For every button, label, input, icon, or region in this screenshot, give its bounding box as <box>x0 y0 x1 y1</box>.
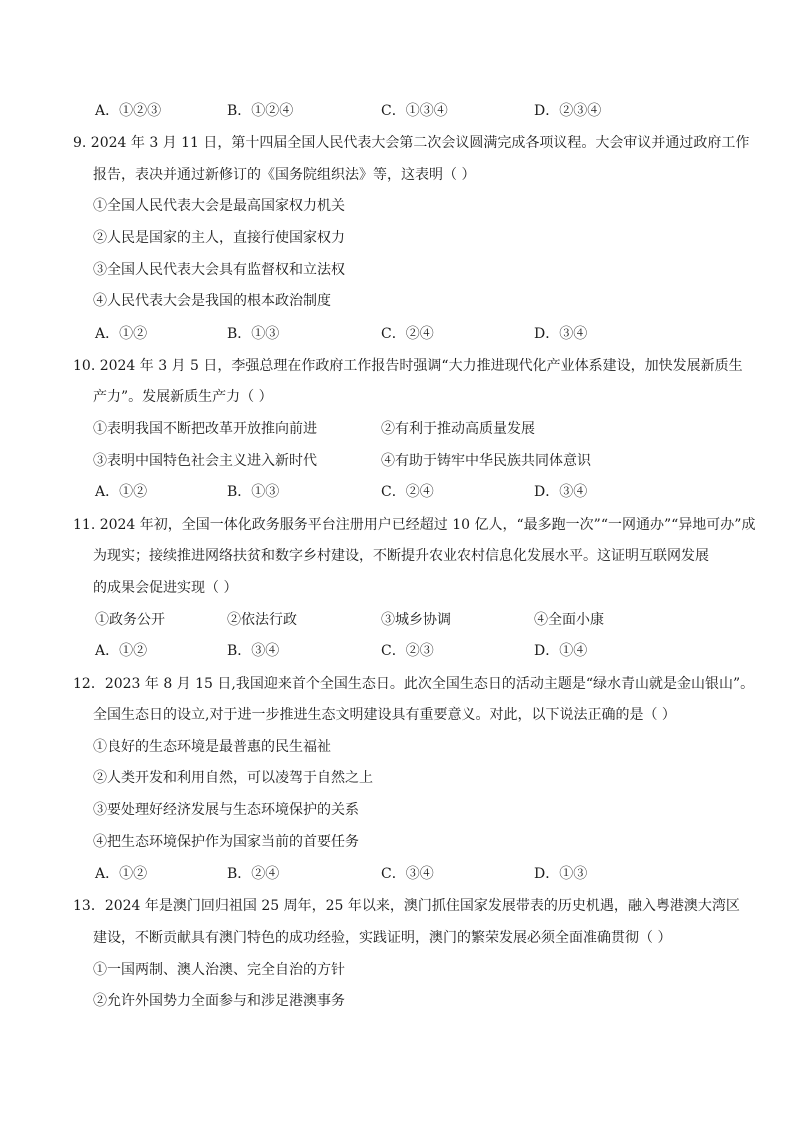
choice-c: C．②④ <box>381 326 434 342</box>
choice-d: D．①③ <box>534 866 588 882</box>
q10-option-2: ②有利于推动高质量发展 <box>381 421 535 437</box>
choice-b: B．③④ <box>227 643 280 659</box>
choice-c: C．②③ <box>381 643 434 659</box>
choice-a: A．①② <box>95 484 148 500</box>
q10-option-1: ①表明我国不断把改革开放推向前进 <box>93 421 317 437</box>
q11-option-2: ②依法行政 <box>227 612 297 628</box>
choice-b: B．①②④ <box>227 103 294 119</box>
choice-a: A．①② <box>95 326 148 342</box>
choice-d: D．③④ <box>534 326 588 342</box>
choice-a: A．①② <box>95 643 148 659</box>
choice-d: D．③④ <box>534 484 588 500</box>
q11-option-4: ④全面小康 <box>534 612 604 628</box>
choice-c: C．①③④ <box>381 103 448 119</box>
q11-option-3: ③城乡协调 <box>381 612 451 628</box>
choice-b: B．①③ <box>227 326 280 342</box>
choice-d: D．①④ <box>534 643 588 659</box>
q10-option-4: ④有助于铸牢中华民族共同体意识 <box>381 453 591 469</box>
choice-a: A．①② <box>95 866 148 882</box>
choice-c: C．②④ <box>381 484 434 500</box>
choice-b: B．①③ <box>227 484 280 500</box>
q10-option-3: ③表明中国特色社会主义进入新时代 <box>93 453 317 469</box>
choice-a: A．①②③ <box>95 103 162 119</box>
choice-d: D．②③④ <box>534 103 602 119</box>
choice-c: C．③④ <box>381 866 434 882</box>
q11-option-1: ①政务公开 <box>95 612 165 628</box>
choice-b: B．②④ <box>227 866 280 882</box>
